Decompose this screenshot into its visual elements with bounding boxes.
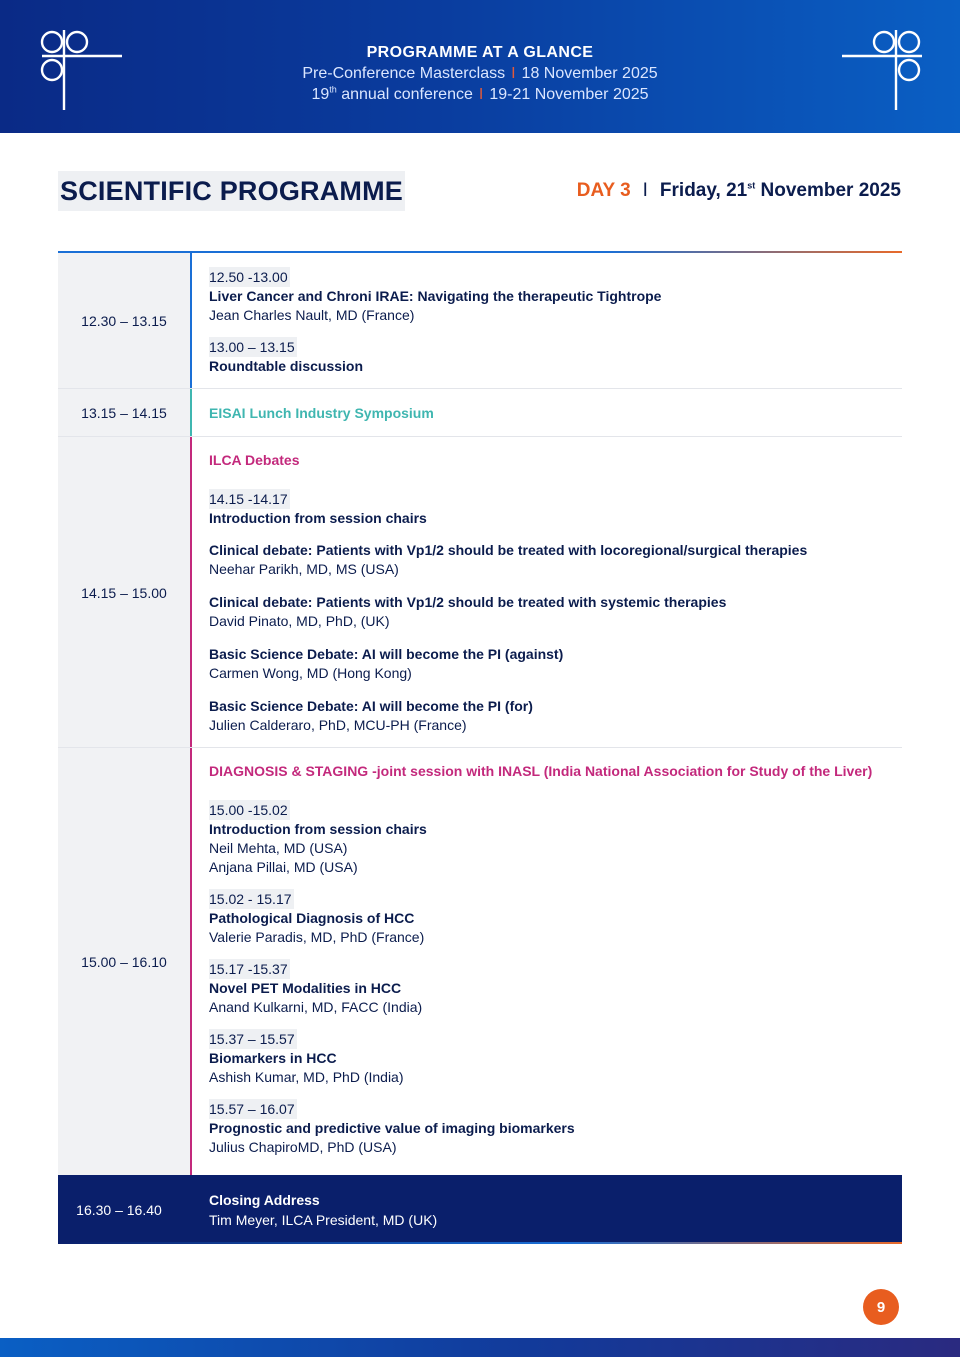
programme-item: [209, 593, 899, 631]
item-time: 15.37 – 15.57: [209, 1031, 295, 1047]
item-speaker: Carmen Wong, MD (Hong Kong): [209, 665, 412, 681]
row-content: [209, 267, 899, 388]
item-speaker: Jean Charles Nault, MD (France): [209, 307, 415, 323]
row-content: [209, 762, 899, 1169]
page-title-box: [58, 171, 405, 211]
item-speaker: Julien Calderaro, PhD, MCU-PH (France): [209, 717, 467, 733]
schedule-row: [58, 748, 902, 1175]
programme-item: [209, 697, 899, 735]
item-title: Roundtable discussion: [209, 358, 364, 374]
item-title: Clinical debate: Patients with Vp1/2 should be treated with locoregional/surgical therapies: [209, 542, 808, 558]
row-divider: [190, 389, 192, 437]
programme-item: [209, 1099, 899, 1157]
closing-title: Closing Address: [209, 1192, 320, 1208]
item-speaker: Julius ChapiroMD, PhD (USA): [209, 1139, 397, 1155]
programme-item: [209, 1029, 899, 1087]
closing-row: [58, 1175, 902, 1244]
separator: I: [478, 86, 484, 103]
item-speaker: David Pinato, MD, PhD, (UK): [209, 613, 390, 629]
day-label: DAY 3: [576, 180, 631, 201]
masterclass-label: Pre-Conference Masterclass: [302, 65, 506, 82]
footer-bar: [0, 1338, 960, 1357]
session-title: EISAI Lunch Industry Symposium: [209, 405, 434, 421]
item-time: 15.00 -15.02: [209, 802, 288, 818]
item-title: Biomarkers in HCC: [209, 1050, 337, 1066]
item-time: 12.50 -13.00: [209, 269, 288, 285]
separator: I: [511, 65, 516, 82]
item-speaker: Ashish Kumar, MD, PhD (India): [209, 1069, 404, 1085]
schedule-row: [58, 389, 902, 437]
programme-item: [209, 800, 899, 877]
item-time: 13.00 – 13.15: [209, 339, 295, 355]
row-time: 12.30 – 13.15: [58, 253, 190, 389]
item-time: 15.57 – 16.07: [209, 1101, 295, 1117]
row-content: [209, 404, 899, 423]
item-title: Introduction from session chairs: [209, 510, 427, 526]
row-time: 13.15 – 14.15: [58, 389, 190, 437]
day-separator: I: [642, 180, 648, 201]
closing-speaker: Tim Meyer, ILCA President, MD (UK): [209, 1212, 438, 1228]
item-title: Clinical debate: Patients with Vp1/2 should be treated with systemic therapies: [209, 594, 727, 610]
item-time: 15.17 -15.37: [209, 961, 288, 977]
schedule-row: [58, 437, 902, 748]
closing-time: 16.30 – 16.40: [76, 1201, 162, 1218]
row-content: [209, 451, 899, 747]
programme-item: [209, 889, 899, 947]
item-speaker: Neehar Parikh, MD, MS (USA): [209, 561, 399, 577]
page-number: 9: [863, 1289, 899, 1325]
item-speaker: Anand Kulkarni, MD, FACC (India): [209, 999, 423, 1015]
programme-item: [209, 337, 899, 376]
row-divider: [190, 437, 192, 748]
day-date-suffix: November 2025: [755, 180, 901, 201]
item-title: Basic Science Debate: AI will become the PI (for): [209, 698, 533, 714]
programme-item: [209, 489, 899, 528]
row-divider: [190, 253, 192, 389]
closing-rule: [58, 1242, 902, 1244]
item-title: Liver Cancer and Chroni IRAE: Navigating the therapeutic Tightrope: [209, 288, 662, 304]
session-title: ILCA Debates: [209, 452, 300, 468]
item-title: Prognostic and predictive value of imaging biomarkers: [209, 1120, 575, 1136]
item-time: 14.15 -14.17: [209, 491, 288, 507]
day-date-ordinal: st: [747, 180, 756, 191]
conference-ordinal: th: [329, 84, 337, 95]
conference-label: annual conference: [336, 86, 473, 103]
programme-item: [209, 645, 899, 683]
item-speaker: Valerie Paradis, MD, PhD (France): [209, 929, 425, 945]
item-speaker: Neil Mehta, MD (USA): [209, 840, 348, 856]
item-title: Basic Science Debate: AI will become the PI (against): [209, 646, 564, 662]
day-date-prefix: Friday, 21: [659, 180, 748, 201]
conference-line: [0, 84, 960, 105]
schedule-row: [58, 253, 902, 389]
item-title: Introduction from session chairs: [209, 821, 427, 837]
row-time: 14.15 – 15.00: [58, 437, 190, 748]
header-banner: [0, 0, 960, 133]
item-speaker: Anjana Pillai, MD (USA): [209, 859, 358, 875]
masterclass-line: [0, 63, 960, 84]
session-title: DIAGNOSIS & STAGING -joint session with INASL (India National Association for Study of the Liver): [209, 763, 873, 779]
day-heading: [577, 180, 901, 202]
programme-item: [209, 959, 899, 1017]
item-title: Novel PET Modalities in HCC: [209, 980, 402, 996]
conference-dates: 19-21 November 2025: [489, 86, 649, 103]
header-text: [0, 42, 960, 105]
item-time: 15.02 - 15.17: [209, 891, 292, 907]
row-time: 15.00 – 16.10: [58, 748, 190, 1175]
day-date: [660, 180, 901, 201]
masterclass-date: 18 November 2025: [521, 65, 658, 82]
conference-number: 19: [311, 86, 330, 103]
page-title: SCIENTIFIC PROGRAMME: [60, 175, 404, 206]
programme-at-a-glance: PROGRAMME AT A GLANCE: [366, 44, 594, 61]
item-title: Pathological Diagnosis of HCC: [209, 910, 415, 926]
programme-item: [209, 541, 899, 579]
row-divider: [190, 748, 192, 1175]
programme-item: [209, 267, 899, 325]
